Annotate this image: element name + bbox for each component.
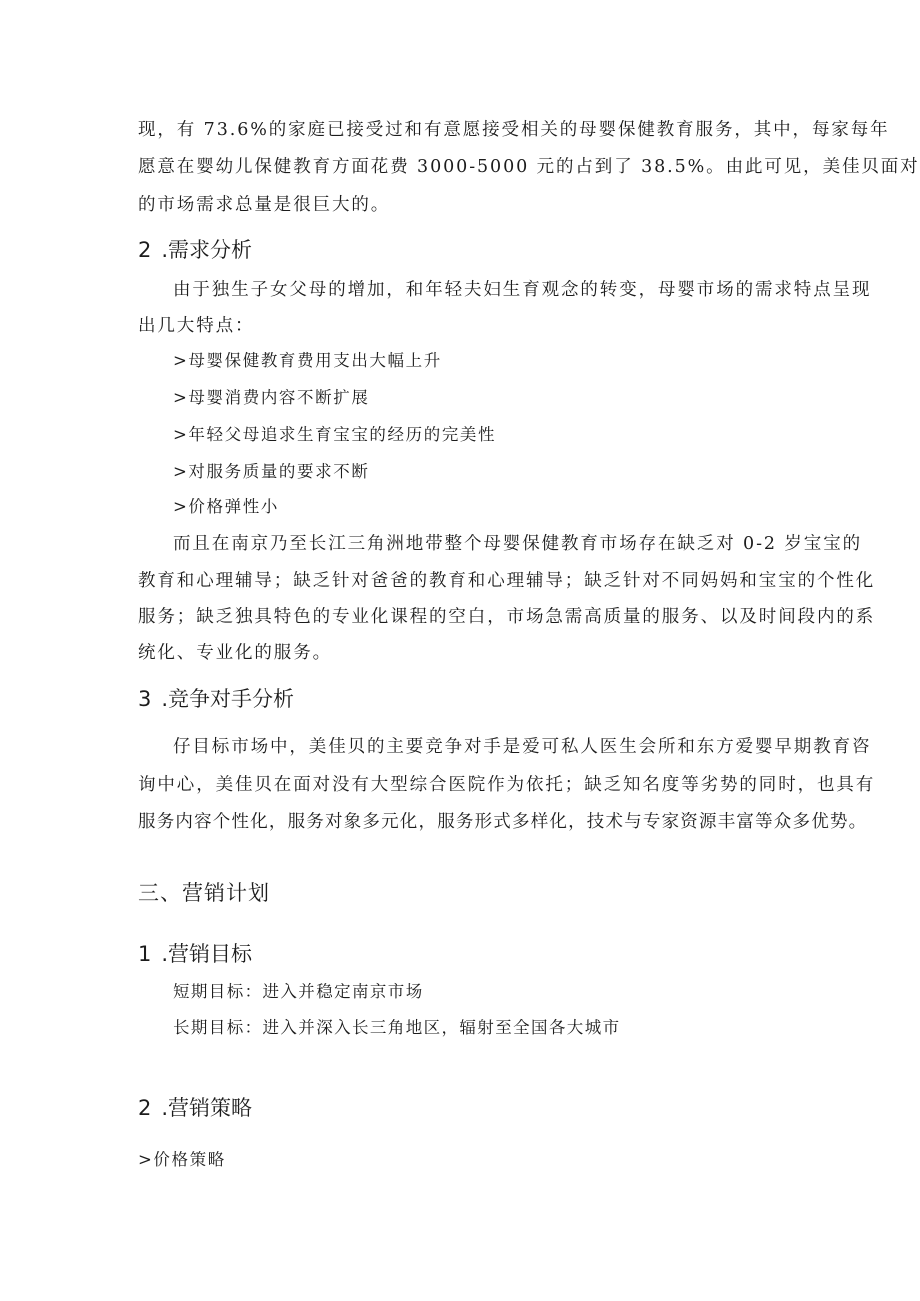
list-item: 长期目标：进入并深入长三角地区，辐射至全国各大城市 <box>173 1018 621 1037</box>
text-line: 询中心，美佳贝在面对没有大型综合医院作为依托；缺乏知名度等劣势的同时，也具有 <box>138 775 876 795</box>
text-line: 出几大特点： <box>138 316 255 336</box>
heading-number: 3 <box>138 687 152 711</box>
heading-number: 1 <box>138 942 152 966</box>
text-line: 由于独生子女父母的增加，和年轻夫妇生育观念的转变，母婴市场的需求特点呈现 <box>173 280 872 300</box>
text-line: 服务；缺乏独具特色的专业化课程的空白，市场急需高质量的服务、以及时间段内的系 <box>138 607 876 627</box>
text-line: 现，有 73.6%的家庭已接受过和有意愿接受相关的母婴保健教育服务，其中，每家每年 <box>138 120 890 140</box>
marketing-plan-section-heading: 三、营销计划 <box>138 881 270 905</box>
text-line: 愿意在婴幼儿保健教育方面花费 3000-5000 元的占到了 38.5%。由此可见，美佳贝面对 <box>138 157 920 177</box>
competitor-analysis-heading <box>138 685 294 713</box>
text-line: 仔目标市场中，美佳贝的主要竞争对手是爱可私人医生会所和东方爱婴早期教育咨 <box>173 737 872 757</box>
heading-number: 2 <box>138 238 152 262</box>
heading-number: 2 <box>138 1096 152 1120</box>
list-item: >价格弹性小 <box>173 497 279 516</box>
heading-title: .竞争对手分析 <box>161 687 295 711</box>
list-item: >对服务质量的要求不断 <box>173 462 370 481</box>
text-line: 而且在南京乃至长江三角洲地带整个母婴保健教育市场存在缺乏对 0-2 岁宝宝的 <box>173 534 863 554</box>
list-item: >母婴消费内容不断扩展 <box>173 388 370 407</box>
heading-title: .营销目标 <box>161 942 253 966</box>
list-item: >年轻父母追求生育宝宝的经历的完美性 <box>173 425 497 444</box>
demand-analysis-heading <box>138 236 252 264</box>
text-line: 服务内容个性化，服务对象多元化，服务形式多样化，技术与专家资源丰富等众多优势。 <box>138 812 868 832</box>
heading-title: .营销策略 <box>161 1096 253 1120</box>
text-line: 教育和心理辅导；缺乏针对爸爸的教育和心理辅导；缺乏针对不同妈妈和宝宝的个性化 <box>138 571 876 591</box>
text-line: 的市场需求总量是很巨大的。 <box>138 195 391 215</box>
marketing-strategy-heading <box>138 1094 252 1122</box>
text-line: 统化、专业化的服务。 <box>138 643 332 663</box>
marketing-goals-heading <box>138 940 252 968</box>
heading-title: .需求分析 <box>161 238 253 262</box>
list-item: >价格策略 <box>138 1150 226 1169</box>
list-item: 短期目标：进入并稳定南京市场 <box>173 982 424 1001</box>
list-item: >母婴保健教育费用支出大幅上升 <box>173 351 442 370</box>
